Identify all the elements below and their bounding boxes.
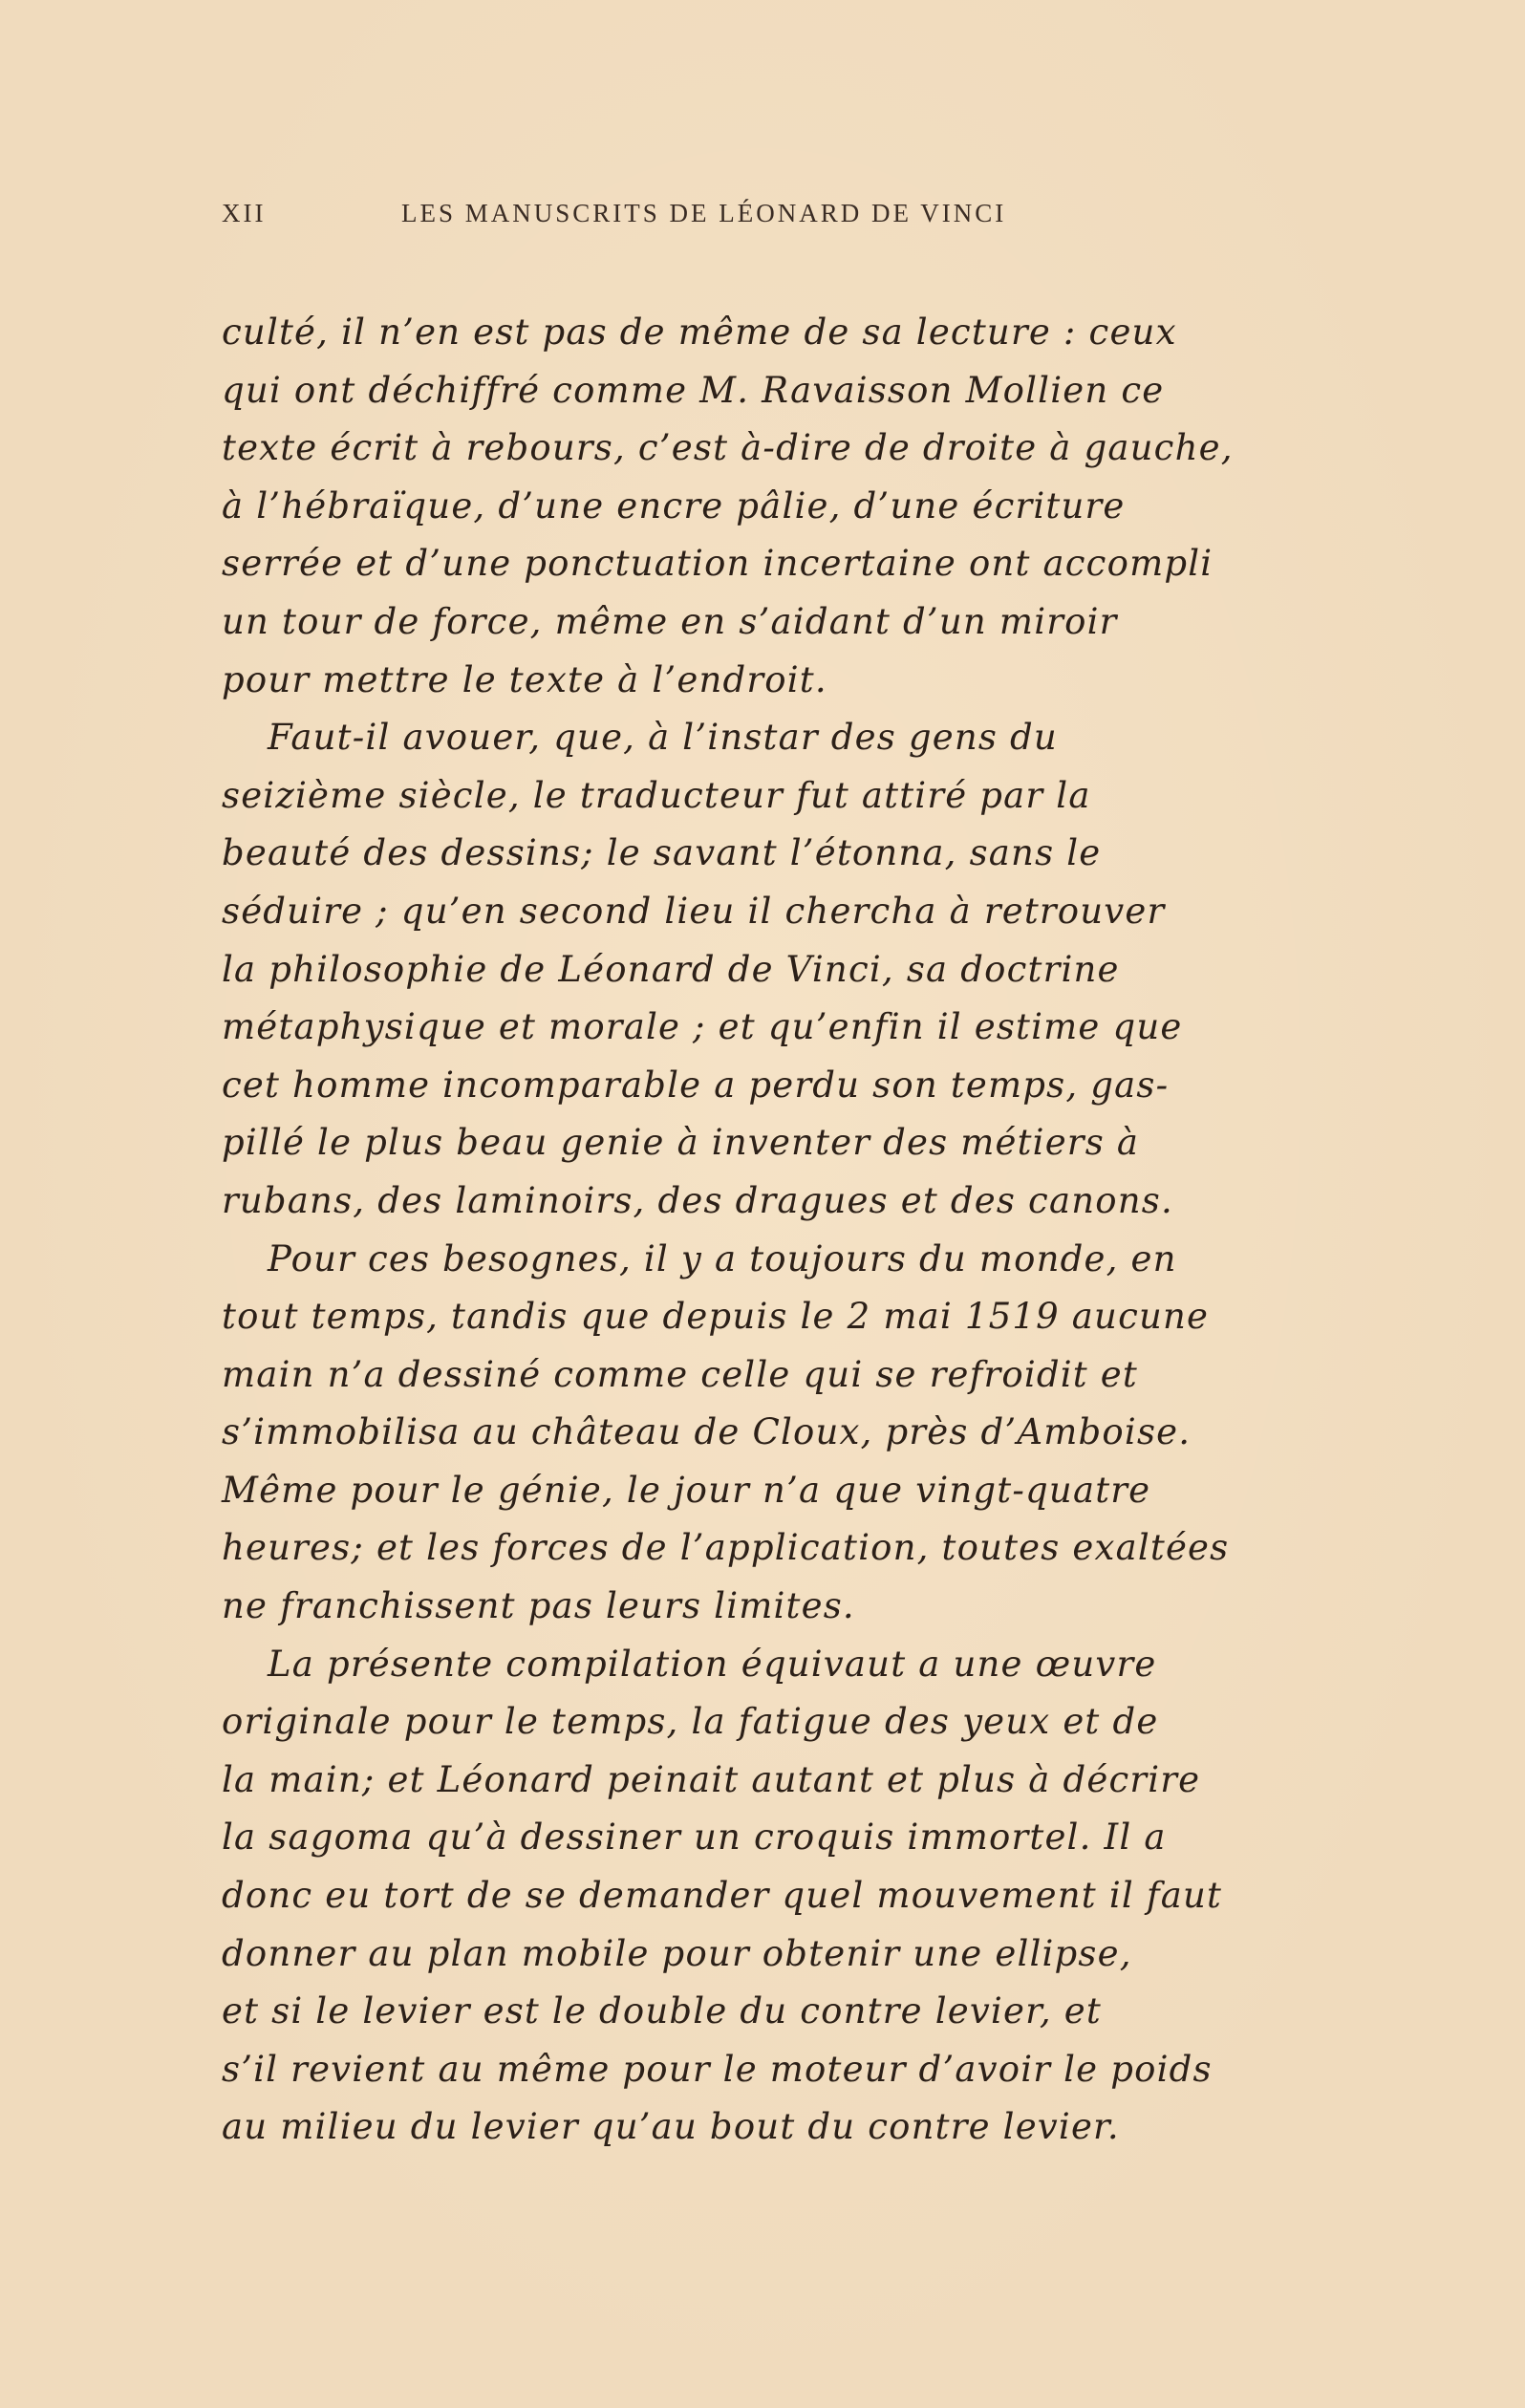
text-line: Même pour le génie, le jour n’a que vingt-quatre <box>222 1469 1151 1511</box>
text-line: serrée et d’une ponctuation incertaine ont accompli <box>222 543 1214 585</box>
text-line: à l’hébraïque, d’une encre pâlie, d’une écriture <box>222 484 1126 527</box>
text-line: main n’a dessiné comme celle qui se refroidit et <box>222 1353 1138 1395</box>
text-line: originale pour le temps, la fatigue des yeux et de <box>222 1701 1159 1743</box>
body-text <box>222 304 1387 2157</box>
text-line: texte écrit à rebours, c’est à-dire de droite à gauche, <box>222 427 1234 469</box>
text-line: la sagoma qu’à dessiner un croquis immortel. Il a <box>222 1817 1167 1859</box>
text-line: la main; et Léonard peinait autant et plus à décrire <box>222 1758 1201 1800</box>
text-line: et si le levier est le double du contre levier, et <box>222 1990 1102 2032</box>
text-line: Pour ces besognes, il y a toujours du monde, en <box>268 1237 1177 1279</box>
text-line: Faut-il avouer, que, à l’instar des gens du <box>268 717 1058 759</box>
text-line: beauté des dessins; le savant l’étonna, sans le <box>222 832 1102 874</box>
text-line: qui ont déchiffré comme M. Ravaisson Mollien ce <box>222 369 1165 411</box>
page-number: XII <box>222 199 267 227</box>
text-line: cet homme incomparable a perdu son temps, gas- <box>222 1064 1170 1106</box>
text-line: ne franchissent pas leurs limites. <box>222 1585 855 1627</box>
text-line: pour mettre le texte à l’endroit. <box>222 658 827 700</box>
text-line: rubans, des laminoirs, des dragues et des canons. <box>222 1179 1173 1221</box>
text-line: heures; et les forces de l’application, toutes exaltées <box>222 1527 1230 1569</box>
text-line: tout temps, tandis que depuis le 2 mai 1519 aucune <box>222 1296 1210 1338</box>
running-title: LES MANUSCRITS DE LÉONARD DE VINCI <box>401 199 1007 227</box>
text-line: s’immobilisa au château de Cloux, près d’Amboise. <box>222 1411 1192 1453</box>
text-line: au milieu du levier qu’au bout du contre levier. <box>222 2106 1120 2148</box>
text-line: La présente compilation équivaut a une œuvre <box>268 1643 1157 1685</box>
text-line: culté, il n’en est pas de même de sa lecture : ceux <box>222 312 1177 353</box>
text-line: métaphysique et morale ; et qu’enfin il estime que <box>222 1006 1183 1048</box>
text-line: séduire ; qu’en second lieu il chercha à retrouver <box>222 890 1166 932</box>
text-line: un tour de force, même en s’aidant d’un miroir <box>222 600 1118 642</box>
text-line: s’il revient au même pour le moteur d’avoir le poids <box>222 2048 1213 2090</box>
text-line: donc eu tort de se demander quel mouvement il faut <box>222 1875 1223 1917</box>
running-head <box>222 199 1215 237</box>
text-line: pillé le plus beau genie à inventer des métiers à <box>222 1122 1140 1164</box>
text-line: seizième siècle, le traducteur fut attiré par la <box>222 774 1091 816</box>
text-line: donner au plan mobile pour obtenir une ellipse, <box>222 1932 1132 1974</box>
text-line: la philosophie de Léonard de Vinci, sa doctrine <box>222 948 1120 990</box>
